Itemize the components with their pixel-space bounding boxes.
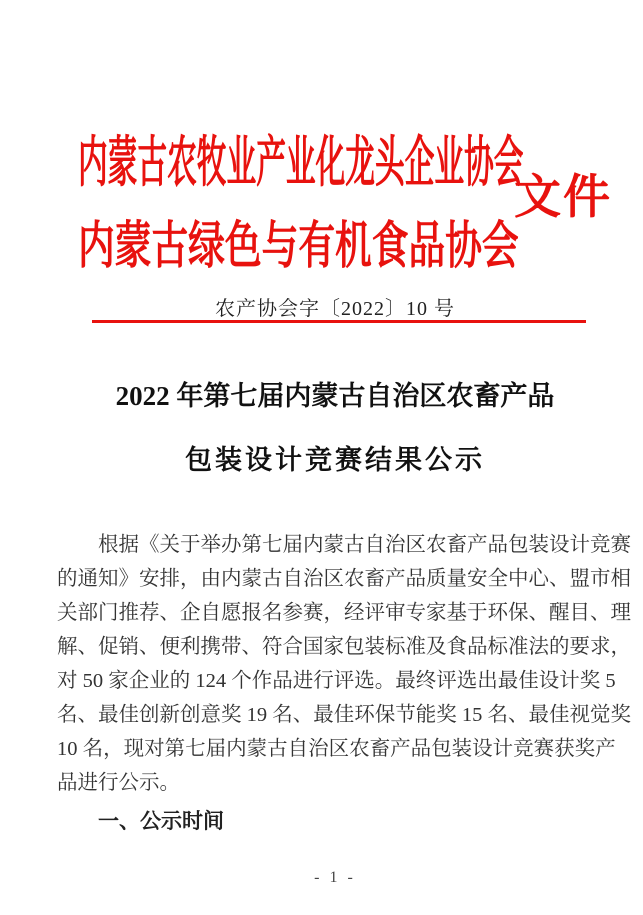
body-line: 名、最佳创新创意奖 19 名、最佳环保节能奖 15 名、最佳视觉奖 (57, 704, 631, 726)
body-line: 的通知》安排，由内蒙古自治区农畜产品质量安全中心、盟市相 (57, 568, 631, 590)
body-line: 对 50 家企业的 124 个作品进行评选。最终评选出最佳设计奖 5 (57, 670, 616, 692)
body-line: 解、促销、便利携带、符合国家包装标准及食品标准法的要求， (57, 636, 631, 658)
section-heading-publicity-period: 一、公示时间 (98, 809, 224, 833)
document-title-line-1: 2022 年第七届内蒙古自治区农畜产品 (115, 381, 555, 411)
letterhead-doc-type-label: 文件 (514, 172, 612, 224)
document-title-line-2: 包装设计竞赛结果公示 (185, 445, 485, 475)
body-paragraph (57, 528, 631, 800)
body-line: 10 名，现对第七届内蒙古自治区农畜产品包装设计竞赛获奖产 (57, 738, 616, 760)
letterhead-org-name-2: 内蒙古绿色与有机食品协会 (78, 219, 519, 275)
letterhead-divider-line (92, 320, 586, 323)
letterhead-org-name-1: 内蒙古农牧业产业化龙头企业协会 (78, 132, 524, 193)
body-line: 品进行公示。 (57, 772, 180, 794)
body-line: 关部门推荐、企自愿报名参赛，经评审专家基于环保、醒目、理 (57, 602, 631, 624)
document-reference-number: 农产协会字〔2022〕10 号 (215, 298, 455, 320)
body-line: 根据《关于举办第七届内蒙古自治区农畜产品包装设计竞赛 (98, 534, 631, 556)
page-number: - 1 - (314, 869, 356, 886)
